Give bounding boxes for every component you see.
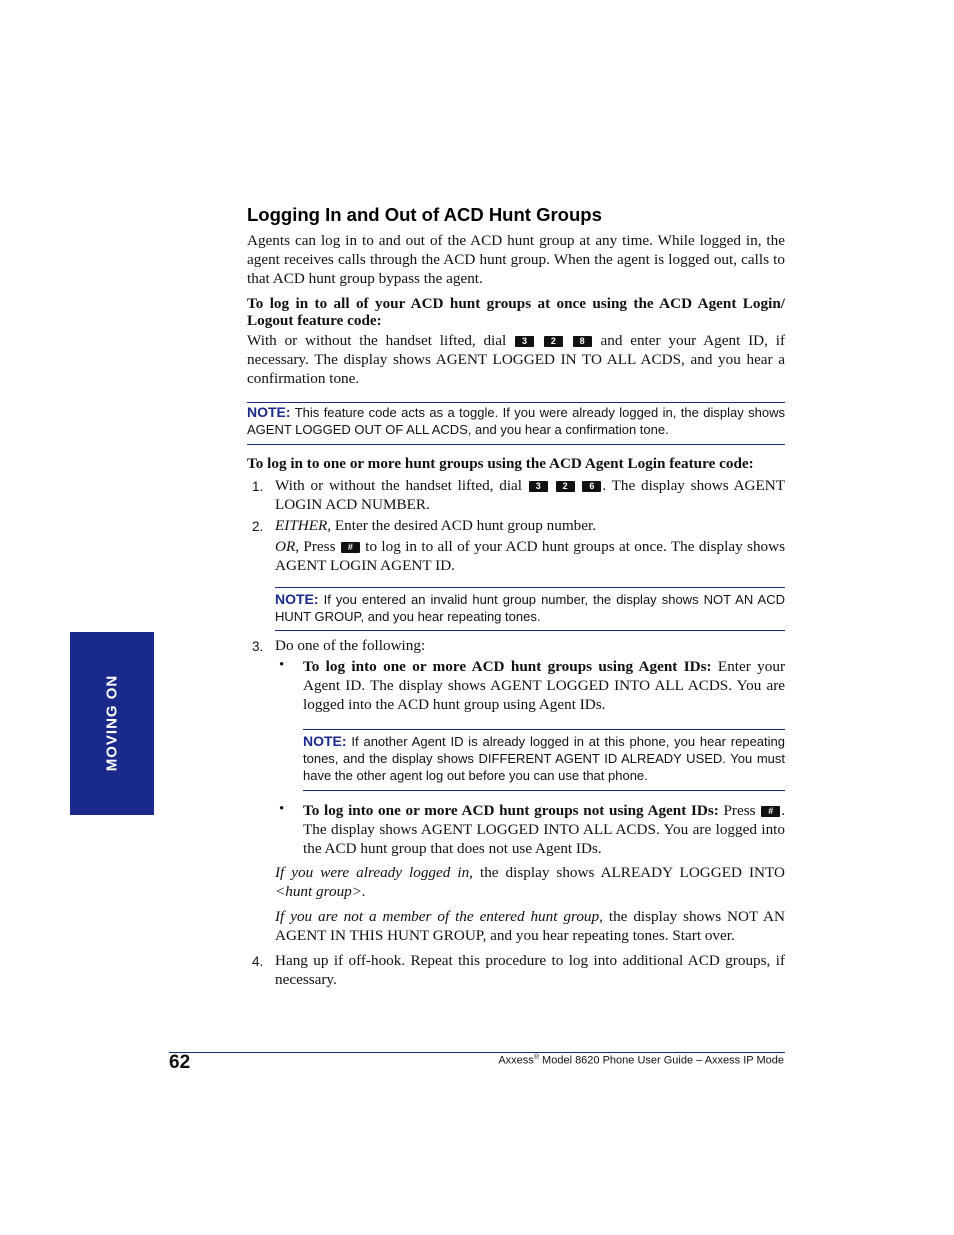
note3-bottom-rule	[303, 790, 785, 791]
bullet-2: •	[279, 801, 285, 817]
note1-top-rule	[247, 402, 785, 403]
not-member-italic: If you are not a member of the entered hunt group,	[275, 908, 603, 925]
note2-text: If you entered an invalid hunt group number, the display shows NOT AN ACD HUNT GROUP, and you hear repeating tones.	[275, 592, 785, 624]
note3	[303, 733, 785, 784]
page-number: 62	[169, 1052, 191, 1073]
key-2: 2	[556, 481, 575, 492]
bullet2-title: To log into one or more ACD hunt groups not using Agent IDs:	[303, 802, 719, 819]
page-heading: Logging In and Out of ACD Hunt Groups	[247, 204, 602, 225]
step1-text-before: With or without the handset lifted, dial	[275, 477, 523, 494]
note1	[247, 404, 785, 438]
hunt-group-placeholder: <hunt group>.	[275, 882, 366, 900]
bullet1-paragraph	[303, 658, 785, 714]
either-text: Enter the desired ACD hunt group number.	[334, 517, 596, 534]
footer-guide-title: Model 8620 Phone User Guide – Axxess IP Mode	[542, 1054, 784, 1067]
footer-rule	[169, 1052, 785, 1053]
bullet2-paragraph	[303, 802, 785, 858]
key-8: 8	[573, 336, 592, 347]
or-label: OR,	[275, 538, 300, 555]
step1-text-after: . The display shows AGENT LOGIN ACD NUMBER.	[275, 477, 786, 513]
already-logged-paragraph	[275, 864, 785, 902]
step3-number: 3.	[252, 639, 264, 654]
step1-text	[275, 477, 785, 515]
bullet2-press: Press	[723, 802, 756, 819]
section1-paragraph	[247, 332, 785, 388]
step2-or	[275, 538, 785, 576]
key-pound: #	[341, 542, 360, 553]
not-member-text: the display shows NOT AN AGENT IN THIS HUNT GROUP, and you hear repeating tones. Start over.	[275, 908, 785, 944]
or-text: to log in to all of your ACD hunt groups at once. The display shows AGENT LOGIN AGENT ID.	[275, 538, 786, 574]
intro-paragraph: Agents can log in to and out of the ACD hunt group at any time. While logged in, the agent receives calls through the ACD hunt group. When the agent is logged out, calls to that ACD hunt group bypass the agent.	[247, 232, 785, 287]
note3-label: NOTE:	[303, 733, 347, 749]
not-member-paragraph	[275, 908, 785, 946]
step4-text: Hang up if off-hook. Repeat this procedure to log into additional ACD groups, if necessary.	[275, 952, 785, 988]
section2-title: To log in to one or more hunt groups using the ACD Agent Login feature code:	[247, 455, 754, 472]
note1-text: This feature code acts as a toggle. If you were already logged in, the display shows AGENT LOGGED OUT OF ALL ACDS, and you hear a confirmation tone.	[247, 405, 785, 437]
key-3: 3	[515, 336, 534, 347]
footer-brand: Axxess	[498, 1054, 534, 1067]
bullet1-title: To log into one or more ACD hunt groups using Agent IDs:	[303, 658, 712, 675]
side-tab-label: MOVING ON	[103, 674, 121, 772]
note2-top-rule	[275, 587, 785, 588]
step4-number: 4.	[252, 954, 264, 969]
footer-title	[498, 1054, 784, 1067]
key-2: 2	[544, 336, 563, 347]
step2-number: 2.	[252, 519, 264, 534]
section-side-tab	[70, 632, 154, 815]
note2	[275, 591, 785, 625]
note3-top-rule	[303, 729, 785, 730]
already-text: the display shows ALREADY LOGGED INTO	[479, 864, 785, 881]
already-italic: If you were already logged in,	[275, 864, 473, 881]
section1-text-after: and enter your Agent ID, if necessary. The display shows AGENT LOGGED IN TO ALL ACDS, and you hear a confirmation tone.	[247, 332, 786, 387]
registered-mark: ®	[533, 1054, 539, 1061]
bullet-1: •	[279, 657, 285, 673]
step1-number: 1.	[252, 479, 264, 494]
bullet1-text: Enter your Agent ID. The display shows AGENT LOGGED INTO ALL ACDS. You are logged into the ACD hunt group using Agent IDs.	[303, 658, 786, 713]
note2-label: NOTE:	[275, 591, 319, 607]
key-pound: #	[761, 806, 780, 817]
note2-bottom-rule	[275, 630, 785, 631]
note3-text: If another Agent ID is already logged in at this phone, you hear repeating tones, and the display shows DIFFERENT AGENT ID ALREADY USED. You must have the other agent log out before you can use that phone.	[303, 734, 785, 783]
section1-text-before: With or without the handset lifted, dial	[247, 332, 507, 349]
note1-label: NOTE:	[247, 404, 291, 420]
note1-bottom-rule	[247, 444, 785, 445]
bullet2-text: . The display shows AGENT LOGGED INTO ALL ACDS. You are logged into the ACD hunt group that does not use Agent IDs.	[303, 802, 786, 857]
or-press: Press	[303, 538, 336, 555]
step2-either	[275, 517, 785, 536]
key-6: 6	[582, 481, 601, 492]
section1-title: To log in to all of your ACD hunt groups at once using the ACD Agent Login/ Logout feature code:	[247, 295, 785, 329]
key-3: 3	[529, 481, 548, 492]
step3-text: Do one of the following:	[275, 637, 426, 654]
either-label: EITHER,	[275, 517, 332, 534]
